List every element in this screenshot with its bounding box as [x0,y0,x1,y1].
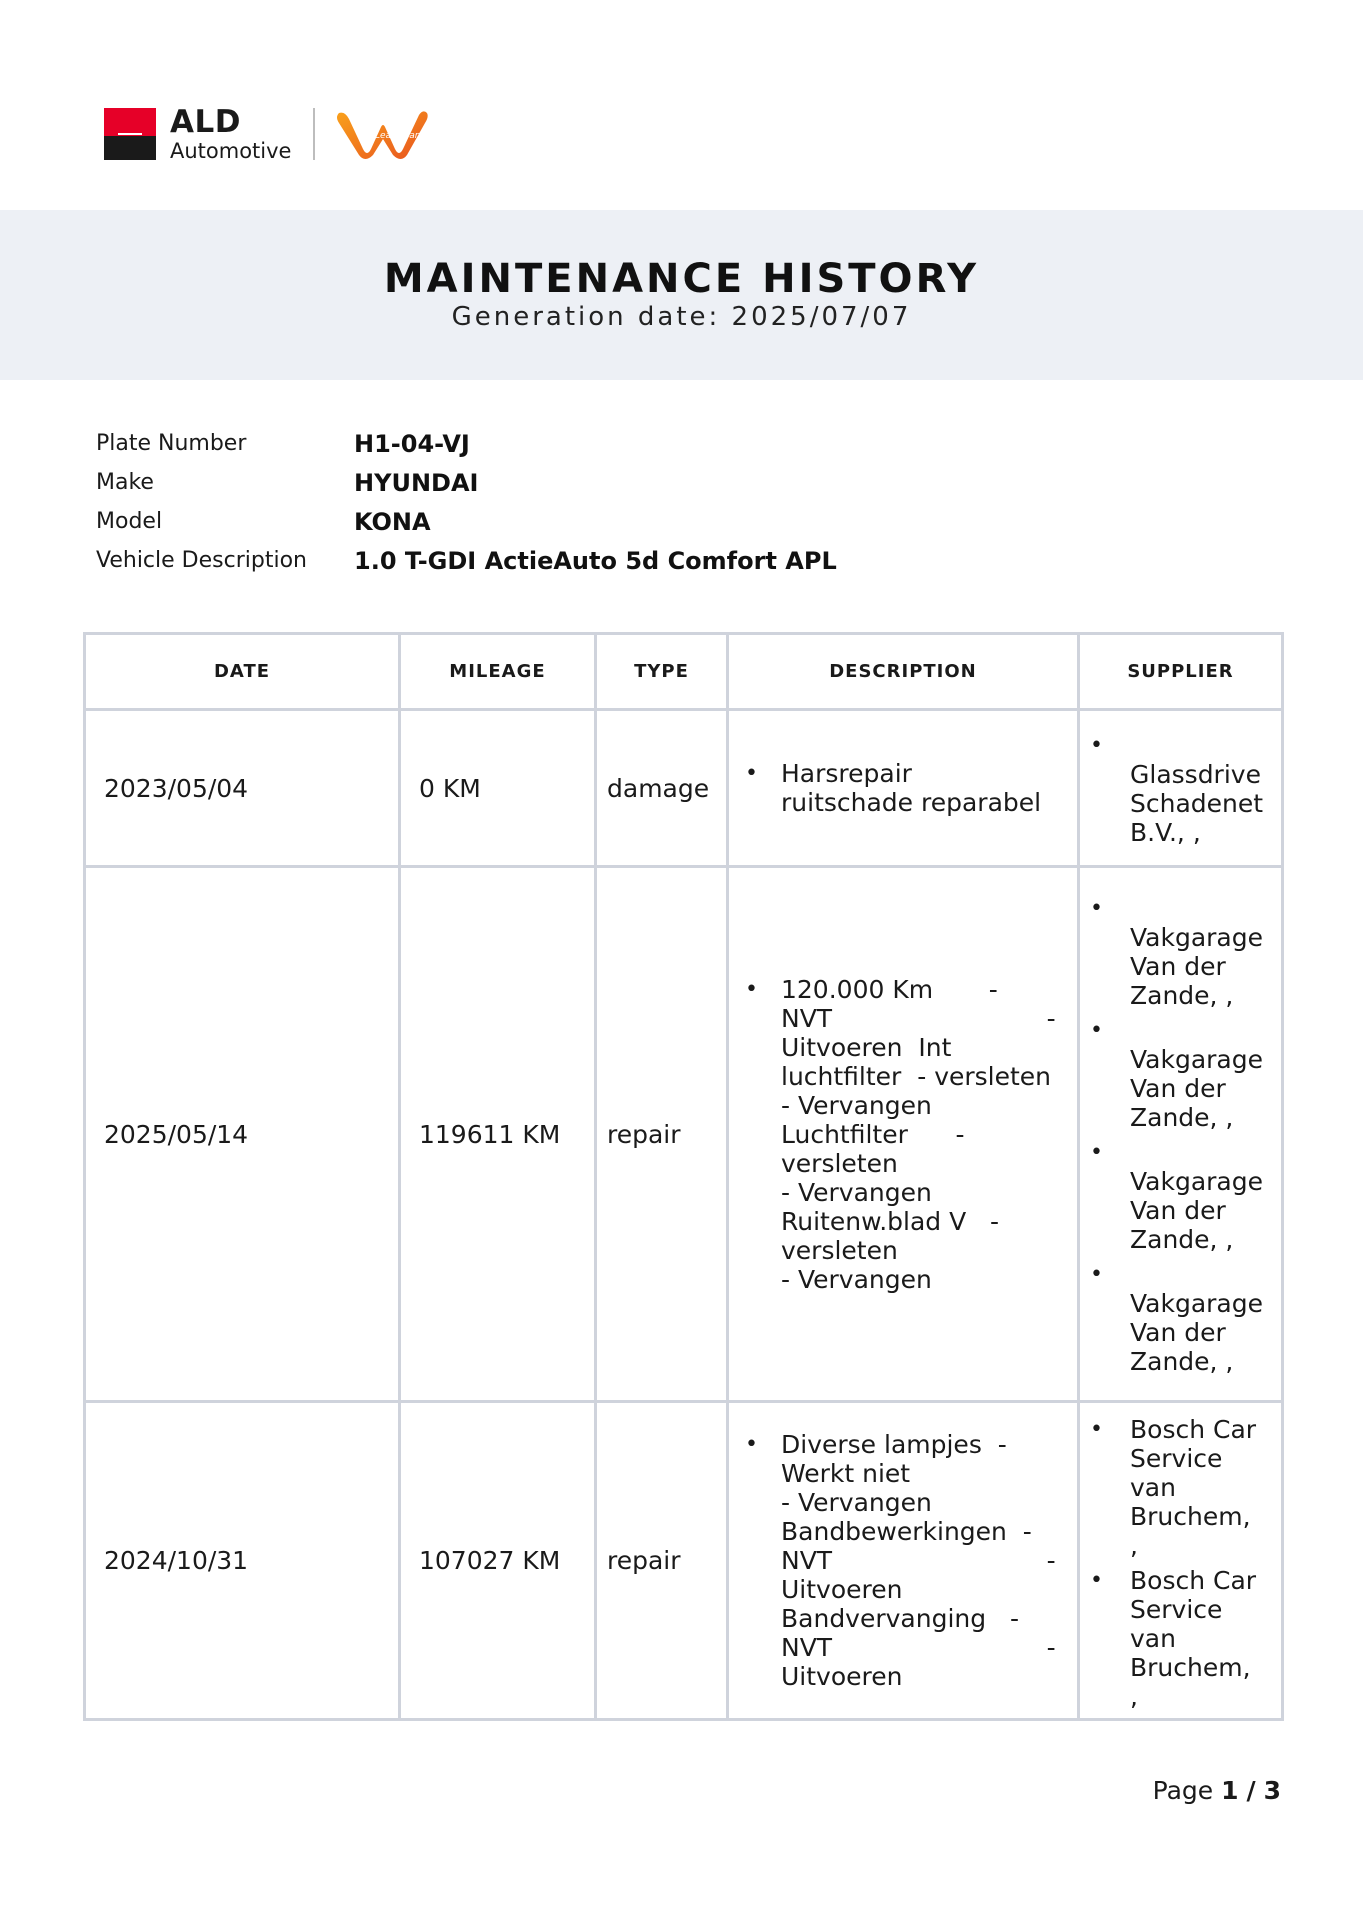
bullet-icon: • [1090,1262,1103,1287]
ald-logo-mark [104,108,156,160]
cell-date: 2024/10/31 [85,1402,400,1720]
info-row-model [96,502,837,541]
cell-mileage: 119611 KM [400,867,596,1402]
info-row-make [96,463,837,502]
supplier-text: Vakgarage Van der Zande, , [1130,923,1263,1010]
table-row [85,867,1283,1402]
cell-type: repair [596,867,728,1402]
page-separator: / [1246,1776,1256,1805]
description-text: 120.000 Km - NVT - Uitvoeren Int luchtfilter - versleten - Vervangen Luchtfilter - versleten - Vervangen Ruitenw.blad V - versleten - Vervangen [781,974,1056,1294]
page-current: 1 [1221,1776,1239,1805]
make-label: Make [96,470,154,495]
model-value: KONA [354,507,431,536]
cell-date: 2025/05/14 [85,867,400,1402]
description-text: Diverse lampjes - Werkt niet - Vervangen Bandbewerkingen - NVT - Uitvoeren Bandvervanging - NVT - Uitvoeren [781,1430,1056,1691]
cell-mileage: 0 KM [400,710,596,867]
maintenance-table [83,632,1284,1721]
cell-description [728,1402,1079,1720]
cell-description [728,867,1079,1402]
title-band [0,210,1363,380]
ald-logo-line1: ALD [170,103,241,140]
ald-logo-text [170,103,292,163]
leaseplan-logo [335,105,431,163]
info-row-plate [96,424,837,463]
cell-supplier [1079,1402,1283,1720]
cell-supplier [1079,710,1283,867]
cell-date: 2023/05/04 [85,710,400,867]
supplier-item [1090,1016,1273,1132]
logo-row [104,104,431,164]
bullet-icon: • [745,1432,758,1457]
vehicle-info [96,424,837,580]
page-indicator [1153,1776,1281,1805]
bullet-icon: • [1090,1140,1103,1165]
supplier-item [1090,1415,1273,1560]
header-supplier: SUPPLIER [1079,634,1283,710]
header-type: TYPE [596,634,728,710]
supplier-item [1090,731,1273,847]
cell-type: damage [596,710,728,867]
header-date: DATE [85,634,400,710]
page-total: 3 [1263,1776,1281,1805]
supplier-item [1090,1138,1273,1254]
logo-divider [313,108,315,160]
table-row [85,710,1283,867]
model-label: Model [96,509,163,534]
generation-date: Generation date: 2025/07/07 [451,302,912,332]
description-item [745,975,1067,1294]
bullet-icon: • [745,976,758,1002]
supplier-text: Bosch Car Service van Bruchem, , [1130,1414,1257,1560]
description-text: Harsrepair ruitschade reparabel [781,759,1042,817]
cell-supplier [1079,867,1283,1402]
header-mileage: MILEAGE [400,634,596,710]
table-row [85,1402,1283,1720]
header-description: DESCRIPTION [728,634,1079,710]
vehicle-description-label: Vehicle Description [96,548,307,573]
page-title: MAINTENANCE HISTORY [383,256,980,302]
bullet-icon: • [1090,1018,1103,1043]
description-item [745,759,1067,817]
supplier-text: Vakgarage Van der Zande, , [1130,1167,1263,1254]
ald-logo-line2: Automotive [170,138,292,163]
bullet-icon: • [1090,733,1103,758]
info-row-description [96,541,837,580]
cell-mileage: 107027 KM [400,1402,596,1720]
page-label: Page [1152,1776,1214,1805]
supplier-item [1090,1566,1273,1711]
leaseplan-logo-text: LeasePlan [375,131,421,141]
supplier-text: Bosch Car Service van Bruchem, , [1130,1565,1257,1711]
supplier-text: Glassdrive Schadenet B.V., , [1130,760,1264,847]
bullet-icon: • [1090,1567,1103,1593]
bullet-icon: • [1090,1416,1103,1442]
description-item [745,1430,1067,1691]
supplier-item [1090,1260,1273,1376]
cell-type: repair [596,1402,728,1720]
bullet-icon: • [1090,896,1103,921]
cell-description [728,710,1079,867]
plate-label: Plate Number [96,431,247,456]
bullet-icon: • [745,761,758,786]
supplier-text: Vakgarage Van der Zande, , [1130,1045,1263,1132]
make-value: HYUNDAI [354,468,479,497]
vehicle-description-value: 1.0 T-GDI ActieAuto 5d Comfort APL [354,546,837,575]
table-header-row [85,634,1283,710]
supplier-text: Vakgarage Van der Zande, , [1130,1289,1263,1376]
supplier-item [1090,894,1273,1010]
plate-value: H1-04-VJ [354,429,470,458]
